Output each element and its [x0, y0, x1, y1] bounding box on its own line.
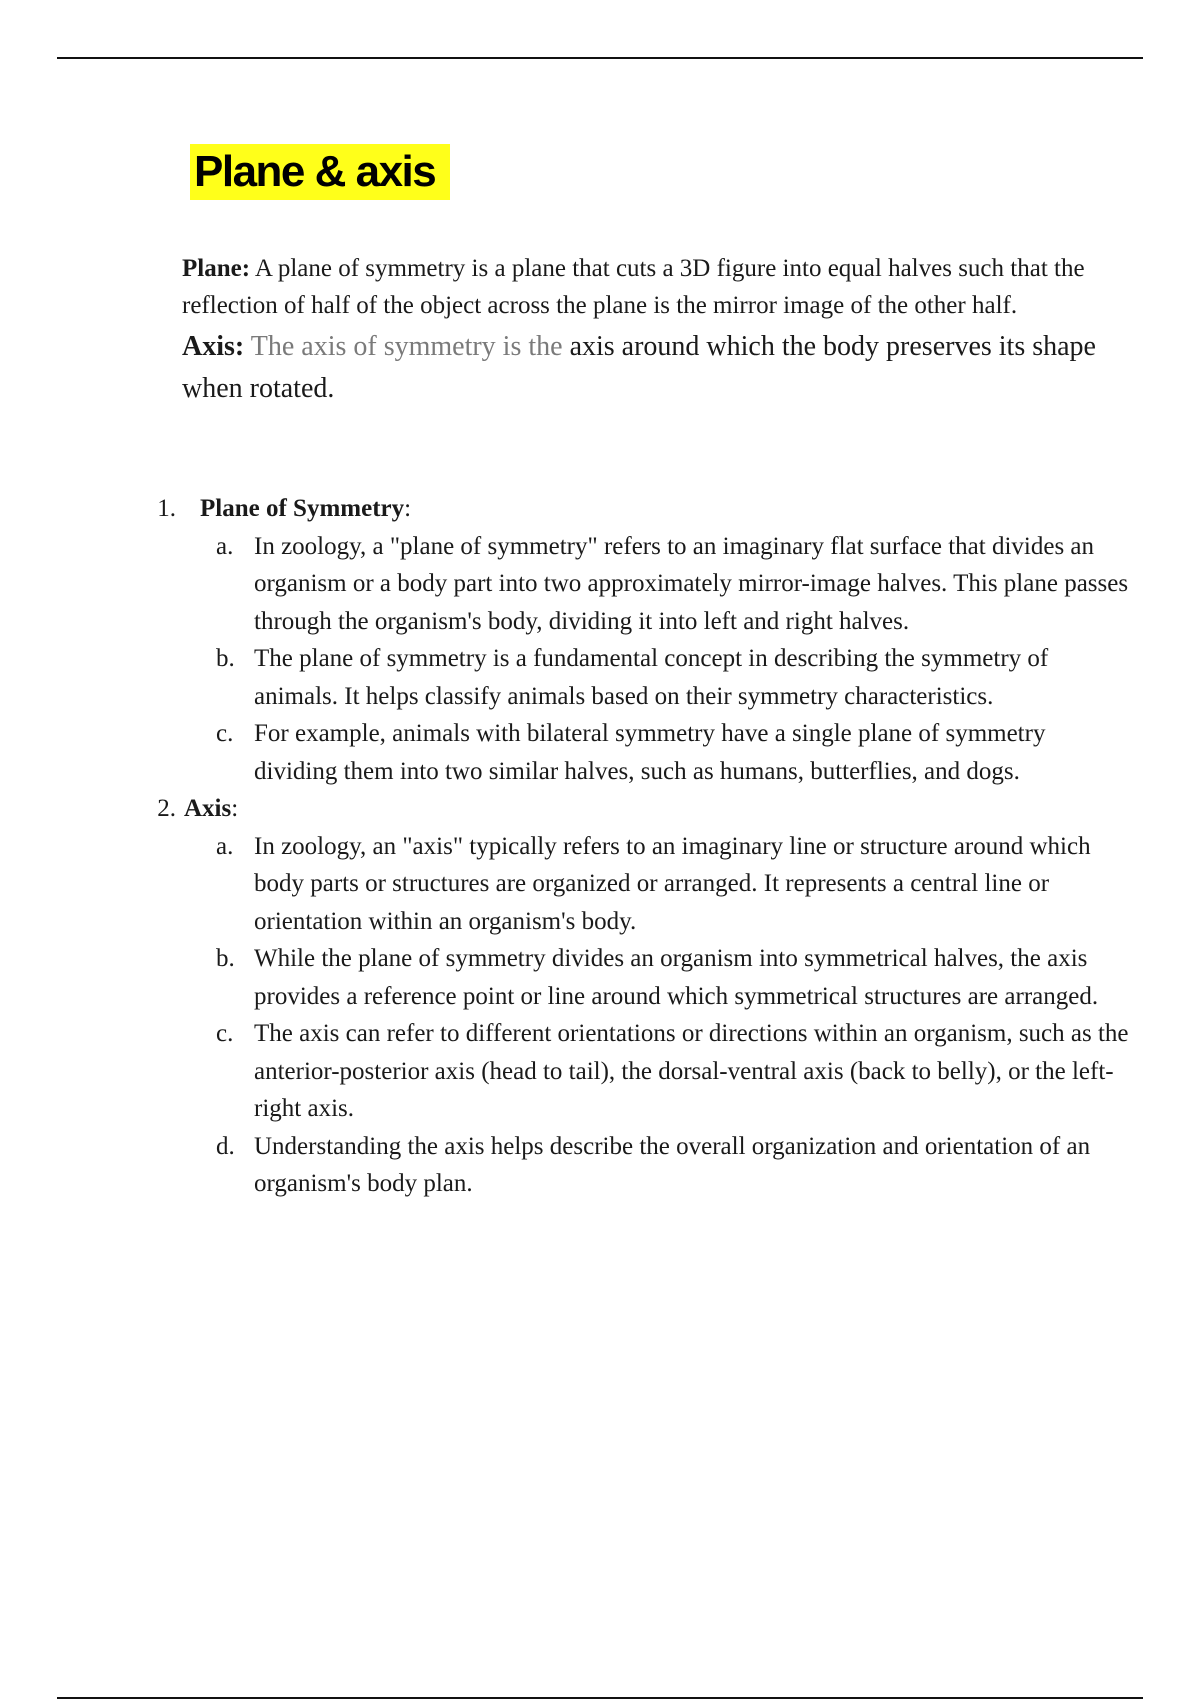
- page-title: Plane & axis: [194, 147, 436, 196]
- list-item-letter: b.: [216, 645, 235, 672]
- section-heading-text: Axis: [184, 795, 232, 822]
- plane-definition: [182, 250, 1122, 324]
- list-item-text: While the plane of symmetry divides an organism into symmetrical halves, the axis provides a reference point or line around which symmetrical structures are arranged.: [254, 945, 1099, 1010]
- axis-definition: [182, 326, 1122, 410]
- list-item: [140, 528, 1134, 641]
- axis-text-gray: The axis of symmetry is the: [244, 331, 563, 362]
- section-plane-of-symmetry: [140, 490, 1140, 790]
- axis-text-dark: axis around which the body preserves its shape when rotated.: [182, 331, 1096, 404]
- plane-text: A plane of symmetry is a plane that cuts a 3D figure into equal halves such that the reflection of half of the object across the plane is the mirror image of the other half.: [182, 255, 1085, 319]
- section-heading-text: Plane of Symmetry: [200, 495, 405, 522]
- intro-definitions: [182, 250, 1122, 410]
- list-item-letter: b.: [216, 945, 235, 972]
- list-item: [140, 828, 1134, 941]
- list-item-text: Understanding the axis helps describe the overall organization and orientation of an organism's body plan.: [254, 1132, 1091, 1197]
- title-highlight: [190, 144, 450, 200]
- section-colon: :: [231, 795, 239, 822]
- list-item-letter: c.: [216, 1020, 234, 1047]
- top-rule: [57, 57, 1143, 59]
- list-item-letter: a.: [216, 832, 234, 860]
- numbered-list: [140, 490, 1140, 1203]
- axis-label: Axis:: [182, 331, 245, 362]
- list-item-text: In zoology, an "axis" typically refers to an imaginary line or structure around which body parts or structures are organized or arranged. It represents a central line or orientation within an organism's body.: [254, 832, 1091, 935]
- section-number: 2.: [157, 795, 176, 822]
- list-item-text: The axis can refer to different orientations or directions within an organism, such as the anterior-posterior axis (head to tail), the dorsal-ventral axis (back to belly), or the left-right axis.: [254, 1020, 1129, 1122]
- plane-label: Plane:: [182, 255, 251, 282]
- list-item: [140, 1015, 1134, 1128]
- list-item: [140, 715, 1134, 790]
- list-item-text: For example, animals with bilateral symmetry have a single plane of symmetry dividing them into two similar halves, such as humans, butterflies, and dogs.: [254, 720, 1046, 785]
- section-colon: :: [404, 495, 412, 522]
- section-number: 1.: [157, 495, 176, 522]
- section-axis: [140, 790, 1140, 1203]
- list-item: [140, 1128, 1134, 1203]
- list-item: [140, 940, 1134, 1015]
- list-item-text: The plane of symmetry is a fundamental concept in describing the symmetry of animals. It helps classify animals based on their symmetry characteristics.: [254, 645, 1049, 710]
- list-item: [140, 640, 1134, 715]
- bottom-rule: [57, 1697, 1143, 1699]
- list-item-letter: d.: [216, 1132, 235, 1160]
- section-heading: [140, 790, 1140, 828]
- list-item-letter: c.: [216, 720, 234, 747]
- list-item-letter: a.: [216, 532, 234, 560]
- list-item-text: In zoology, a "plane of symmetry" refers to an imaginary flat surface that divides an organism or a body part into two approximately mirror-image halves. This plane passes through the organism's body, dividing it into left and right halves.: [254, 532, 1129, 635]
- section-heading: [140, 490, 1140, 528]
